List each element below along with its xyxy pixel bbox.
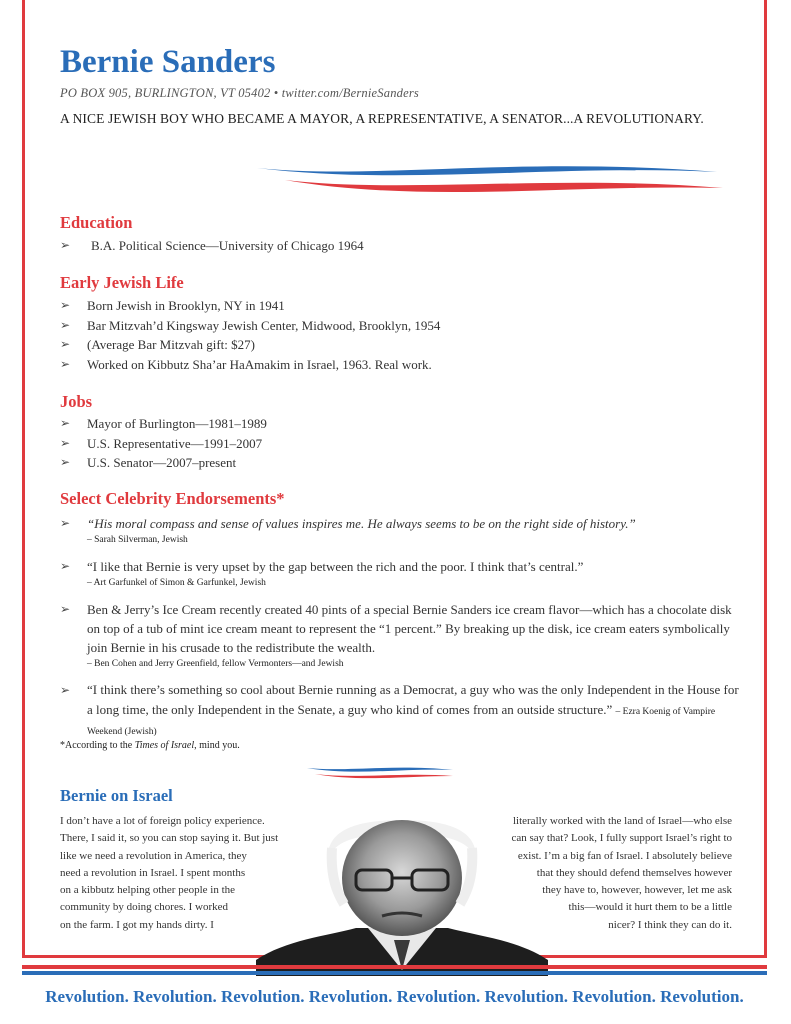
list-item: ➢ Mayor of Burlington—1981–1989 <box>60 414 267 434</box>
education-heading: Education <box>60 213 133 232</box>
endorsement-attribution: – Art Garfunkel of Simon & Garfunkel, Jewish <box>87 578 266 588</box>
arrowhead-bullet-icon: ➢ <box>60 516 71 530</box>
endorsement-item <box>60 680 740 740</box>
endorsement-item <box>60 557 740 590</box>
footer-red-rule <box>22 965 767 969</box>
contact-address: PO BOX 905, BURLINGTON, VT 05402 • twitter.com/BernieSanders <box>60 86 419 100</box>
early-life-list <box>60 296 440 374</box>
endorsement-quote: “I think there’s something so cool about Bernie running as a Democrat, a guy who was the only Independent in the House for a long time, the only Independent in the Senate, a guy who kind of comes from an outside structure.” <box>87 682 739 717</box>
arrowhead-bullet-icon: ➢ <box>60 298 71 312</box>
arrowhead-bullet-icon: ➢ <box>60 356 71 371</box>
endorsement-attribution: – Sarah Silverman, Jewish <box>87 535 188 545</box>
list-item: ➢ B.A. Political Science—University of Chicago 1964 <box>60 236 364 256</box>
education-list <box>60 236 364 256</box>
endorsement-attribution: – Ezra Koenig of Vampire Weekend (Jewish) <box>87 707 716 737</box>
endorsement-attribution: – Ben Cohen and Jerry Greenfield, fellow Vermonters—and Jewish <box>87 659 344 669</box>
footnote-source: Times of Israel <box>134 740 195 751</box>
arrowhead-bullet-icon: ➢ <box>60 238 71 252</box>
list-item: ➢ Bar Mitzvah’d Kingsway Jewish Center, Midwood, Brooklyn, 1954 <box>60 316 440 336</box>
arrowhead-bullet-icon: ➢ <box>60 416 71 430</box>
arrowhead-bullet-icon: ➢ <box>60 435 71 450</box>
arrowhead-bullet-icon: ➢ <box>60 559 71 573</box>
israel-text-left: I don’t have a lot of foreign policy experience. There, I said it, so you can stop saying it. But just like we need a revolution in America, they need a revolution in Israel. I spent months on a kibbutz helping other people in the community by doing chores. I worked on the farm. I got my hands dirty. I <box>60 815 279 931</box>
list-item: ➢ U.S. Senator—2007–present <box>60 453 267 473</box>
tagline: A NICE JEWISH BOY WHO BECAME A MAYOR, A REPRESENTATIVE, A SENATOR...A REVOLUTIONARY. <box>60 111 704 126</box>
early-life-heading: Early Jewish Life <box>60 273 184 292</box>
footer-blue-rule <box>22 971 767 975</box>
flag-swoosh-graphic <box>255 150 725 200</box>
endorsement-quote: “I like that Bernie is very upset by the gap between the rich and the poor. I think that’s central.” <box>87 559 584 574</box>
endorsements-heading: Select Celebrity Endorsements* <box>60 489 285 508</box>
israel-text-right: literally worked with the land of Israel—who else can say that? Look, I fully support Israel’s right to exist. I’m a big fan of Israel. I absolutely believe that they should defend themselves however they have to, however, however, let me ask this—would it hurt them to be a little nicer? I think they can do it. <box>511 815 732 931</box>
list-item: ➢ Worked on Kibbutz Sha’ar HaAmakim in Israel, 1963. Real work. <box>60 355 440 375</box>
small-flag-swoosh-graphic <box>305 762 455 782</box>
list-item: ➢ (Average Bar Mitzvah gift: $27) <box>60 335 440 355</box>
israel-heading: Bernie on Israel <box>60 786 173 805</box>
jobs-list <box>60 414 267 473</box>
arrowhead-bullet-icon: ➢ <box>60 683 71 697</box>
arrowhead-bullet-icon: ➢ <box>60 317 71 332</box>
jobs-heading: Jobs <box>60 392 93 411</box>
endorsement-quote: Ben & Jerry’s Ice Cream recently created 40 pints of a special Bernie Sanders ice cream flavor—which has a chocolate disk on top of a tub of mint ice cream meant to represent the “1 percent.” By breaking up the disk, ice cream eaters symbolically join Bernie in his crusade to the redistribute the wealth. <box>87 602 732 655</box>
footer-slogan: Revolution. Revolution. Revolution. Revolution. Revolution. Revolution. Revolution. Revolution. <box>45 987 744 1006</box>
portrait-photo <box>256 820 548 976</box>
endorsement-item <box>60 514 740 547</box>
arrowhead-bullet-icon: ➢ <box>60 337 71 351</box>
endorsement-item <box>60 600 740 671</box>
list-item: ➢ Born Jewish in Brooklyn, NY in 1941 <box>60 296 440 316</box>
list-item: ➢ U.S. Representative—1991–2007 <box>60 434 267 454</box>
footnote: *According to the Times of Israel, mind you. <box>60 740 240 751</box>
arrowhead-bullet-icon: ➢ <box>60 455 71 469</box>
candidate-name: Bernie Sanders <box>60 44 276 80</box>
endorsement-quote: “His moral compass and sense of values inspires me. He always seems to be on the right side of history.” <box>87 516 636 531</box>
arrowhead-bullet-icon: ➢ <box>60 602 71 616</box>
